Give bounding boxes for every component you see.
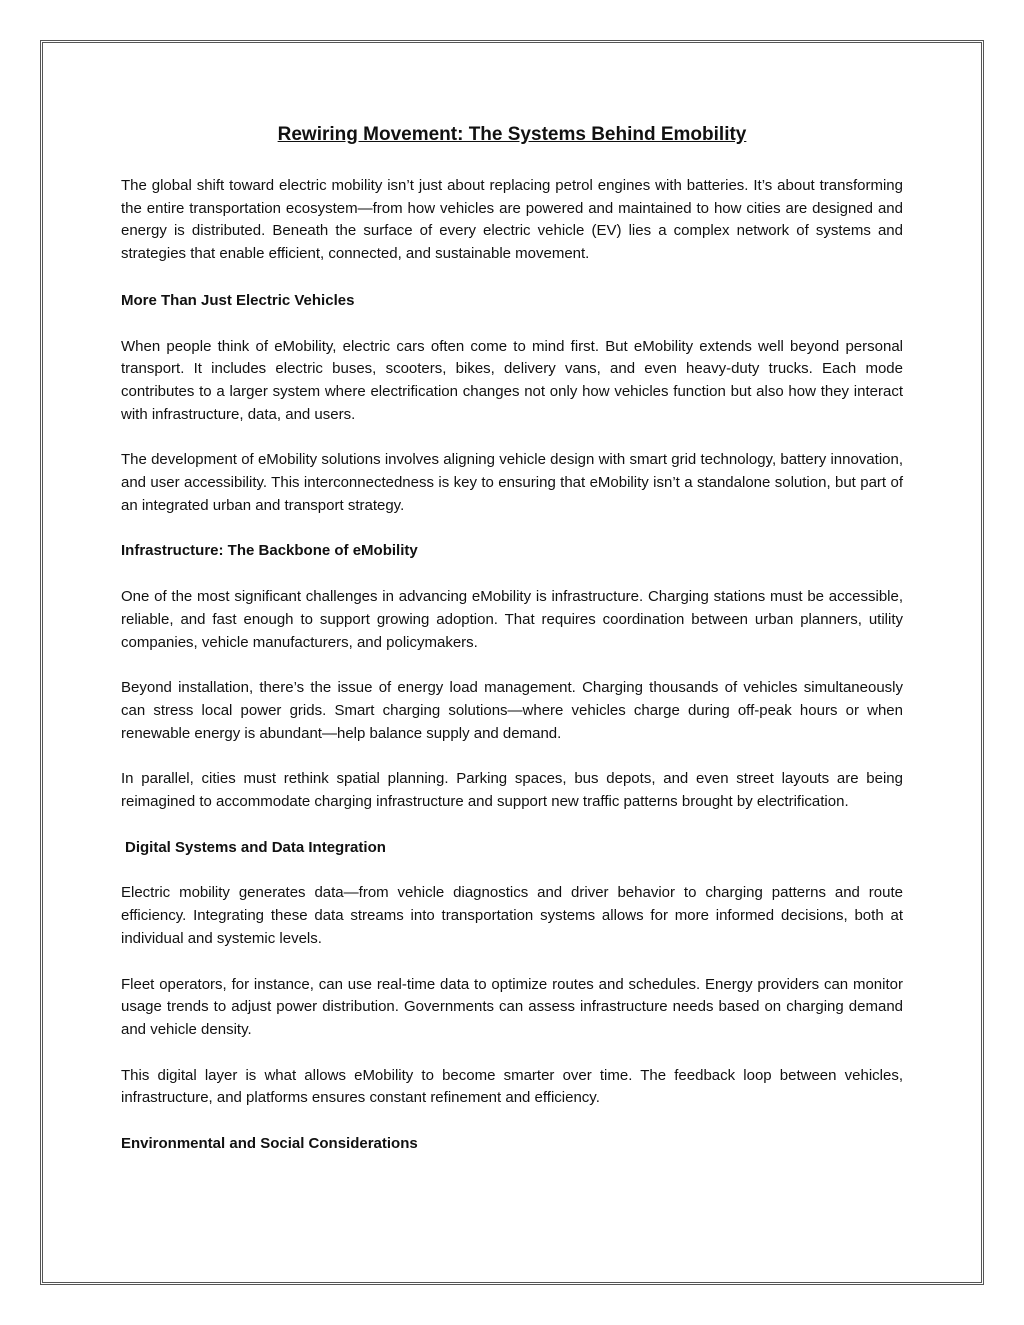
paragraph: Fleet operators, for instance, can use real-time data to optimize routes and schedules. Energy providers can monitor usage trends to adjust power distribution. Governments can assess infrastructure needs based on charging demand and vehicle density. [121, 975, 903, 1038]
intro-paragraph: The global shift toward electric mobility isn’t just about replacing petrol engines with batteries. It’s about transforming the entire transportation ecosystem—from how vehicles are powered and maintained to how cities are designed and energy is distributed. Beneath the surface of every electric vehicle (EV) lies a complex network of systems and strategies that enable efficient, connected, and sustainable movement. [121, 177, 903, 263]
section-heading: Digital Systems and Data Integration [125, 838, 386, 856]
section-more-than-evs [121, 290, 903, 518]
paragraph: When people think of eMobility, electric cars often come to mind first. But eMobility extends well beyond personal transport. It includes electric buses, scooters, bikes, delivery vans, and even heavy-duty trucks. Each mode contributes to a larger system where electrification changes not only how vehicles function but also how they interact with infrastructure, data, and users. [121, 337, 903, 423]
paragraph: Electric mobility generates data—from vehicle diagnostics and driver behavior to charging patterns and route efficiency. Integrating these data streams into transportation systems allows for more informed decisions, both at individual and systemic levels. [121, 884, 903, 947]
section-heading: More Than Just Electric Vehicles [121, 291, 355, 309]
section-environmental-social [121, 1133, 903, 1156]
paragraph: Beyond installation, there’s the issue of energy load management. Charging thousands of vehicles simultaneously can stress local power grids. Smart charging solutions—where vehicles charge during off-peak hours or when renewable energy is abundant—help balance supply and demand. [121, 679, 903, 742]
document-title: Rewiring Movement: The Systems Behind Emobility [277, 124, 747, 145]
paragraph: This digital layer is what allows eMobility to become smarter over time. The feedback loop between vehicles, infrastructure, and platforms ensures constant refinement and efficiency. [121, 1066, 903, 1107]
paragraph: One of the most significant challenges in advancing eMobility is infrastructure. Charging stations must be accessible, reliable, and fast enough to support growing adoption. That requires coordination between urban planners, utility companies, vehicle manufacturers, and policymakers. [121, 588, 903, 651]
document-body [121, 121, 903, 1156]
section-digital-systems [121, 837, 903, 1110]
paragraph: The development of eMobility solutions involves aligning vehicle design with smart grid technology, battery innovation, and user accessibility. This interconnectedness is key to ensuring that eMobility isn’t a standalone solution, but part of an integrated urban and transport strategy. [121, 451, 903, 514]
section-heading: Environmental and Social Considerations [121, 1135, 418, 1153]
paragraph: In parallel, cities must rethink spatial planning. Parking spaces, bus depots, and even street layouts are being reimagined to accommodate charging infrastructure and support new traffic patterns brought by electrification. [121, 770, 903, 811]
section-infrastructure [121, 540, 903, 813]
section-heading: Infrastructure: The Backbone of eMobility [121, 542, 418, 560]
